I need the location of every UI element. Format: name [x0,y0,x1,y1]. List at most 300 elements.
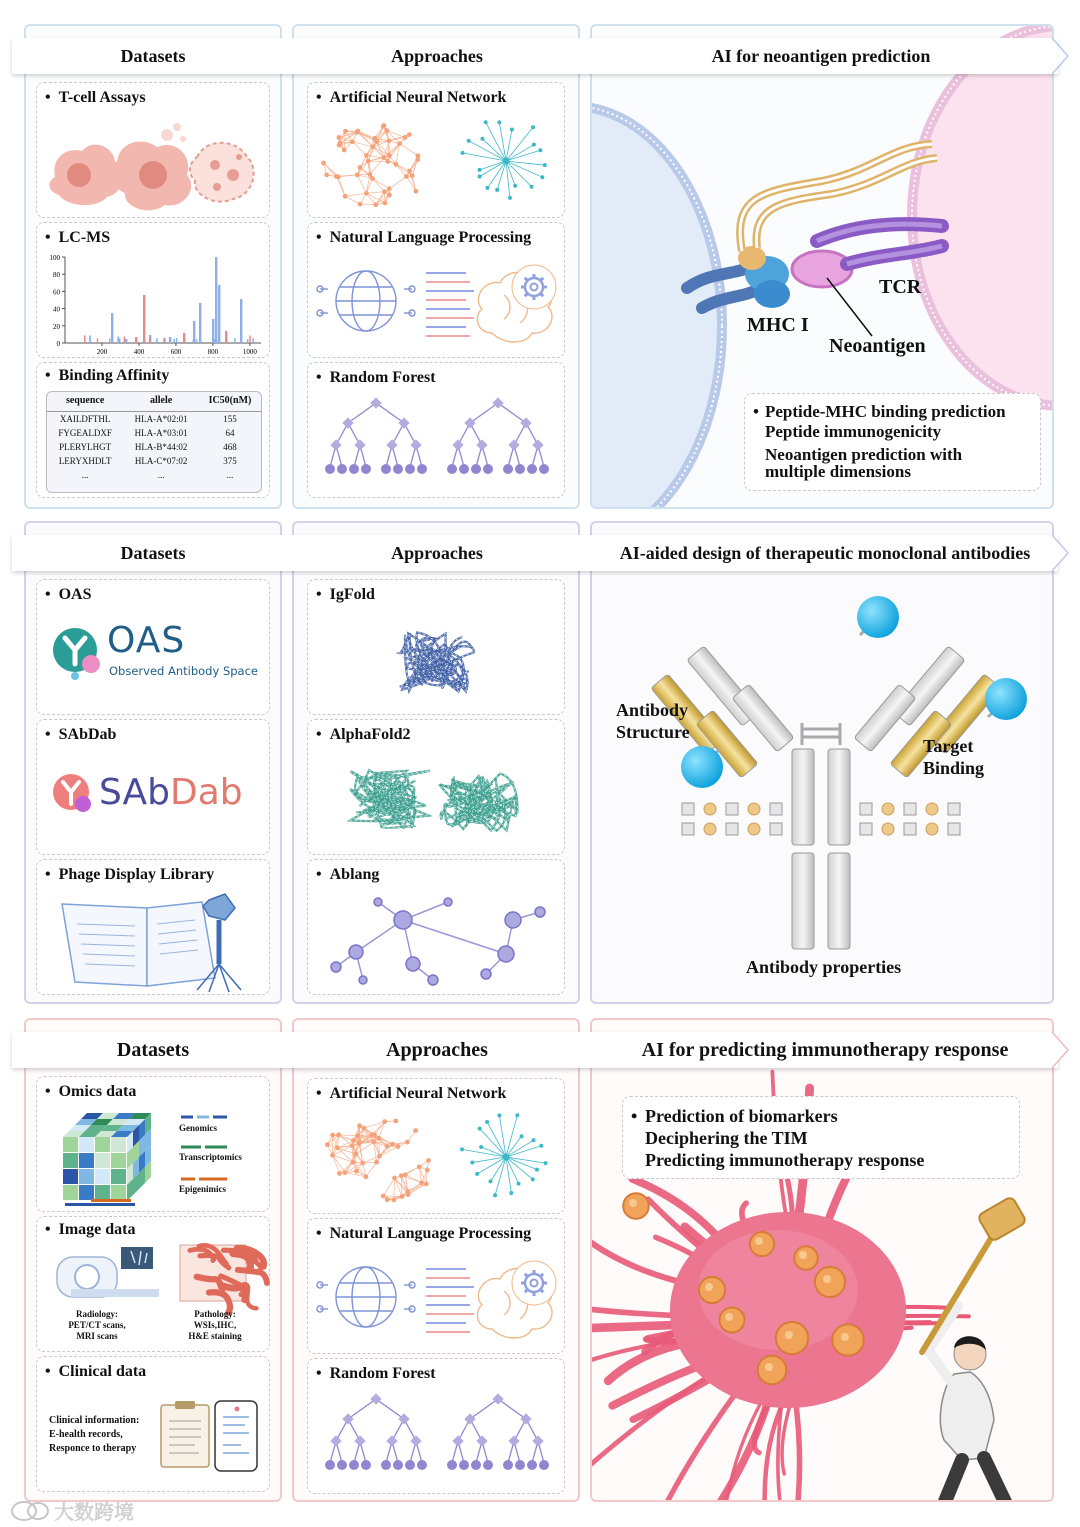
ann-brain-node [405,1140,410,1145]
lcms-peak [225,331,227,343]
rf-leaf [381,464,391,474]
antibody-fc-segment [828,853,850,949]
ann-brain-node [325,1142,330,1147]
table-row [47,468,261,482]
ann-brain-link [345,193,366,196]
glycan-sugar-circle [704,803,716,815]
pathology-line2: WSIs,IHC, [193,1320,237,1330]
table-cell: 64 [225,428,235,438]
ann-brain-node [387,153,392,158]
omics-cube-front-cell [111,1137,126,1152]
ann-star-node [540,175,544,179]
rf-edge [498,403,526,423]
ann-brain-node [337,1171,342,1176]
nlp-gear-tooth [540,293,543,296]
s1-ann-title: • Artificial Neural Network [316,89,506,107]
pathology-line1: Pathology: [194,1309,236,1319]
tumor-cell [719,1307,744,1332]
ann-brain-link [333,1155,340,1173]
lcms-minor-peak [214,339,216,343]
rf-tree-edges [330,403,422,467]
rf-leaf [515,1460,525,1470]
ann-star-node [478,168,482,172]
ann-brain-node [403,1172,408,1177]
glycan-sugar-square [682,823,694,835]
ann-brain-node [363,1174,368,1179]
rf-leaf [337,1460,347,1470]
rf-leaf [503,464,513,474]
ann-brain-node [400,1194,405,1199]
rf-leaf [405,1460,415,1470]
ann-brain-node [387,193,392,198]
tumor-cell-highlight [841,1333,849,1341]
rf-leaf [459,1460,469,1470]
s3-nlp-card [307,1218,565,1354]
lcms-minor-peak [164,338,166,343]
rf-node [386,1435,397,1446]
ann-star-node [479,1145,483,1149]
ablang-card [307,859,565,995]
binding-title: • Binding Affinity [45,367,169,385]
lcms-minor-peak [124,336,126,343]
glycan-sugar-circle [926,803,938,815]
antibody-illustration [592,523,1056,1006]
ann-star-link [463,153,506,161]
glycan-chain [682,803,782,815]
hammer-head [977,1196,1027,1242]
lcms-minor-peak [234,338,236,343]
tumor-cell [750,1232,774,1256]
lcms-minor-peak [109,338,111,343]
lcms-peak [218,285,220,343]
omics-cube-front-cell [111,1169,126,1184]
alphafold-protein-icon [308,750,566,850]
omics-cube-front-cell [63,1153,78,1168]
omics-cube-front-cell [63,1137,78,1152]
antibody-hinge [802,723,840,745]
s3-ann-card [307,1078,565,1214]
rf-leaf [527,1460,537,1470]
target-binding-line1: Target [923,736,974,756]
sec1-header-arrow [1052,36,1072,76]
glycan-sugar-square [682,803,694,815]
ann-brain-link [383,1178,394,1196]
clinical-line3: Responce to therapy [49,1443,137,1454]
ann-star-link [481,1147,506,1157]
omics-cube-front-cell [63,1169,78,1184]
target-binding-line2: Binding [923,758,985,778]
s3-bullet-list: • Prediction of biomarkers Deciphering the TIM Predicting immunotherapy response [631,1106,925,1170]
tumor-cell [815,1267,845,1297]
ann-brain-node [350,139,355,144]
alphafold-card [307,719,565,855]
ann-star-node [531,125,535,129]
phage-card [36,859,270,995]
ann-brain-node [355,173,360,178]
hammer-handle [922,1230,996,1352]
ann-brain-link [372,179,389,189]
ann-star-node [478,175,482,179]
rf-node [476,439,487,450]
random-forest-icon [308,1391,566,1491]
rf-node [330,1435,341,1446]
ann-brain-link [377,142,390,156]
rf-node [520,1413,531,1424]
ann-brain-node [343,1170,348,1175]
ann-brain-link [366,192,384,194]
lcms-chart [37,249,271,359]
ann-star-node [510,128,514,132]
ann-brain-node [382,201,387,206]
nlp-gear-background [512,1261,556,1305]
ablang-graph-icon [308,892,566,992]
lcms-peak [111,313,113,343]
ann-star-link [506,150,540,161]
omics-cube-front-cell [111,1153,126,1168]
ann-brain-link [394,1178,395,1200]
ann-brain-link [408,1183,422,1192]
table-cell: XAILDFTHL [59,414,111,424]
ann-brain-node [406,1192,411,1197]
ann-brain-node [364,153,369,158]
sec2-header-bar [12,535,1058,571]
ann-brain-node [362,1126,367,1131]
lcms-minor-peak [193,340,195,343]
ann-brain-link [408,1183,421,1195]
ann-brain-link [379,1122,385,1139]
s1-nlp-title: • Natural Language Processing [316,229,531,247]
oas-card [36,579,270,715]
ann-brain-node [399,1173,404,1178]
lcms-minor-peak [97,338,99,343]
ann-brain-link [337,1148,353,1162]
ann-brain-node [366,159,371,164]
random-forest-icon [308,395,566,495]
table-cell: FYGEALDXF [58,428,112,438]
oas-logo-subtitle: Observed Antibody Space [109,664,258,678]
tumor-cell [832,1324,863,1355]
ann-brain-node [392,1176,397,1181]
nlp-icon [308,255,566,355]
binding-table-box [46,391,262,493]
table-row [47,426,261,440]
glycan-sugar-square [948,823,960,835]
ann-brain-node [374,139,379,144]
tumor-cell [758,1356,787,1385]
ann-brain-node [357,1140,362,1145]
antibody-fc-segment [792,749,814,845]
tumor-cell-highlight [705,1283,713,1291]
ann-brain-node [358,165,363,170]
rf-leaf [471,1460,481,1470]
table-cell: ... [157,470,165,480]
rf-node [492,397,503,408]
ann-brain-node [355,130,360,135]
ann-star-node [531,1177,535,1181]
ann-brain-node [390,1142,395,1147]
s3-nlp-title: • Natural Language Processing [316,1225,531,1243]
nlp-icon [308,1251,566,1351]
image-title: • Image data [45,1221,136,1239]
ann-brain-node [335,1146,340,1151]
sec3-datasets-header: Datasets [116,1038,190,1061]
ann-brain-node [415,157,420,162]
s3-bullets-card [622,1096,1020,1179]
ann-brain-node [371,144,376,149]
antibody-fc-segment [828,749,850,845]
glycan-sugar-square [904,823,916,835]
omics-cube-front-cell [95,1185,110,1200]
rf-node [452,1435,463,1446]
ann-brain-node [358,202,363,207]
rf-edge [348,1399,376,1419]
nlp-globe-icon [317,1267,415,1327]
s1-bullets-card [744,393,1041,491]
ann-brain-node [381,1194,386,1199]
s1-bullet-list: • Peptide-MHC binding prediction Peptide immunogenicity Neoantigen prediction with multiple dimensions [753,402,1006,481]
lcms-minor-peak [176,338,178,343]
tumor-cell-highlight [765,1363,773,1371]
ann-brain-node [376,1136,381,1141]
ann-brain-node [396,1144,401,1149]
omics-card [36,1076,270,1212]
ann-star-center [503,1154,510,1161]
ann-brain-node [353,1152,358,1157]
ann-star-node [478,1127,482,1131]
lcms-x-tick-label: 400 [133,348,145,356]
nlp-gear-tooth [525,278,528,281]
lcms-minor-peak [149,337,151,343]
radiology-line1: Radiology: [75,1309,118,1319]
rf-leaf [337,464,347,474]
glycan-chain [682,823,782,835]
ann-star-node [485,186,489,190]
ann-brain-node [426,1158,431,1163]
rf-leaf [539,1460,549,1470]
pathology-label [173,1309,257,1342]
rf-leaf [527,464,537,474]
table-header-cell: allele [123,392,199,412]
glycan-sugar-circle [704,823,716,835]
glycan-sugar-square [860,823,872,835]
nlp-gear-tooth [540,1289,543,1292]
table-cell: 375 [223,456,237,466]
s1-bullet-4: multiple dimensions [765,462,911,481]
ann-brain-node [370,1132,375,1137]
ann-brain-node [355,1133,360,1138]
rf-leaf [361,464,371,474]
ann-brain-node [336,1132,341,1137]
ann-star-node [497,1113,501,1117]
ann-star-node [513,184,517,188]
lcms-peak [240,299,242,343]
ann-brain-node [387,186,392,191]
rf-node [370,397,381,408]
ann-brain-link [400,144,418,156]
ann-star-link [506,161,545,165]
ann-brain-node [351,1160,356,1165]
phage-title: • Phage Display Library [45,866,214,884]
rf-edge [348,403,376,423]
ann-star-link [487,161,506,188]
ann-brain-link [389,176,406,188]
s1-bullet-2: Peptide immunogenicity [765,422,942,441]
ann-brain-link [408,1184,426,1191]
rf-leaf [483,1460,493,1470]
lcms-x-tick-label: 200 [96,348,108,356]
lcms-minor-peak [249,335,251,343]
tumor-illustration [592,1020,1054,1502]
rf-leaf [515,464,525,474]
ann-brain-node [391,1198,396,1203]
rf-edge [376,403,404,423]
ann-star-node [460,1147,464,1151]
sabdab-logo-text [99,772,243,813]
omics-cube-base [65,1203,135,1206]
rf-node [492,1393,503,1404]
ann-star-node [515,1113,519,1117]
ann-brain-node [387,138,392,143]
table-header-cell: IC50(nM) [199,392,261,412]
glycan-sugar-square [948,803,960,815]
ann-star-node [539,1144,543,1148]
ann-star-link [506,1146,541,1157]
table-cell: HLA-C*07:02 [134,456,188,466]
antibody-structure-line2: Structure [616,722,690,742]
lcms-peak [125,339,127,343]
lcms-peak [199,303,201,343]
table-cell: 468 [223,442,237,452]
antigen-sphere [985,678,1027,720]
s1-bullet-3: Neoantigen prediction with [765,445,963,464]
ann-star-link [506,145,534,161]
rf-node [342,1413,353,1424]
ann-star-node [531,1138,535,1142]
rf-leaf [503,1460,513,1470]
igfold-card [307,579,565,715]
antigen-sphere [857,596,899,638]
ann-brain-link [345,196,360,204]
table-cell: ... [81,470,89,480]
omics-cube-front-cell [95,1153,110,1168]
sabdab-card [36,719,270,855]
sec3-approaches-header: Approaches [386,1038,488,1061]
lcms-y-tick-label: 60 [53,288,60,297]
table-row [47,454,261,468]
ann-brain-link [387,131,405,138]
ann-star-node [493,1193,497,1197]
glycan-sugar-square [726,803,738,815]
sec2-header-arrow [1052,533,1072,573]
rf-node [354,1435,365,1446]
ann-brain-node [364,191,369,196]
table-cell: ... [226,470,234,480]
clinical-card [36,1356,270,1492]
ann-star-link [506,161,532,187]
clinical-title: • Clinical data [45,1363,146,1381]
rf-node [508,1435,519,1446]
ann-brain-node [385,1197,390,1202]
ann-brain-node [342,148,347,153]
table-row [47,440,261,454]
rf-node [370,1393,381,1404]
ann-star-center [503,158,510,165]
tcell-illustration [37,117,271,217]
glycan-sugar-square [860,803,872,815]
s3-rf-card [307,1358,565,1494]
ann-brain-node [397,141,402,146]
omics-cube-base-accent [91,1199,131,1202]
ann-brain-node [413,1128,418,1133]
ann-brain-node [330,1153,335,1158]
lcms-y-tick-label: 20 [53,322,60,331]
rf-leaf [447,464,457,474]
lcms-minor-peak [173,339,175,343]
rf-leaf [405,464,415,474]
sec3-header-bar [12,1032,1058,1068]
sec1-title: AI for neoantigen prediction [711,45,931,66]
ann-brain-link [366,1162,377,1177]
rf-tree-edges [452,403,544,467]
antibody-structure-label [616,699,690,743]
ann-star-node [485,1120,489,1124]
sec1-header-bar [12,38,1058,74]
lcms-y-tick-label: 80 [53,271,60,280]
rf-leaf [417,1460,427,1470]
glycan-sugar-circle [748,823,760,835]
rf-node [520,417,531,428]
omics-cube-front-cell [79,1169,94,1184]
lcms-y-tick-label: 40 [53,305,60,314]
sec2-approaches-header: Approaches [391,542,483,563]
rf-node [452,439,463,450]
ann-star-node [517,1182,521,1186]
clinical-line1: Clinical information: [49,1415,140,1426]
ann-brain-node [385,159,390,164]
glycan-chain [860,803,960,815]
omics-genomics-label: Genomics [179,1123,217,1133]
ann-star-link [462,1149,506,1157]
nlp-gear-tooth [525,1274,528,1277]
nlp-gear-tooth [540,1274,543,1277]
rf-node [476,1435,487,1446]
sec3-main-frame [590,1018,1054,1502]
ann-brain-node [424,1182,429,1187]
radiology-label [57,1309,137,1342]
watermark [10,1496,134,1525]
tcr-label: TCR [879,276,922,298]
ann-brain-node [357,1123,362,1128]
neural-network-icon [308,1111,566,1211]
oas-title: • OAS [45,586,92,604]
radiology-line2: PET/CT scans, [68,1320,126,1330]
ct-scanner-icon [51,1243,161,1313]
lcms-peak [135,337,137,343]
igfold-title: • IgFold [316,586,375,604]
s1-rf-title: • Random Forest [316,369,436,387]
s1-nlp-card [307,222,565,358]
ann-brain-link [387,1195,408,1200]
ann-brain-node [368,172,373,177]
ann-star-node [470,1161,474,1165]
glycan-sugar-square [770,823,782,835]
rf-node [330,439,341,450]
ann-brain-node [407,169,412,174]
table-cell: HLA-B*44:02 [134,442,188,452]
rf-node [398,1413,409,1424]
ann-star-node [543,163,547,167]
ann-brain-node [382,1119,387,1124]
